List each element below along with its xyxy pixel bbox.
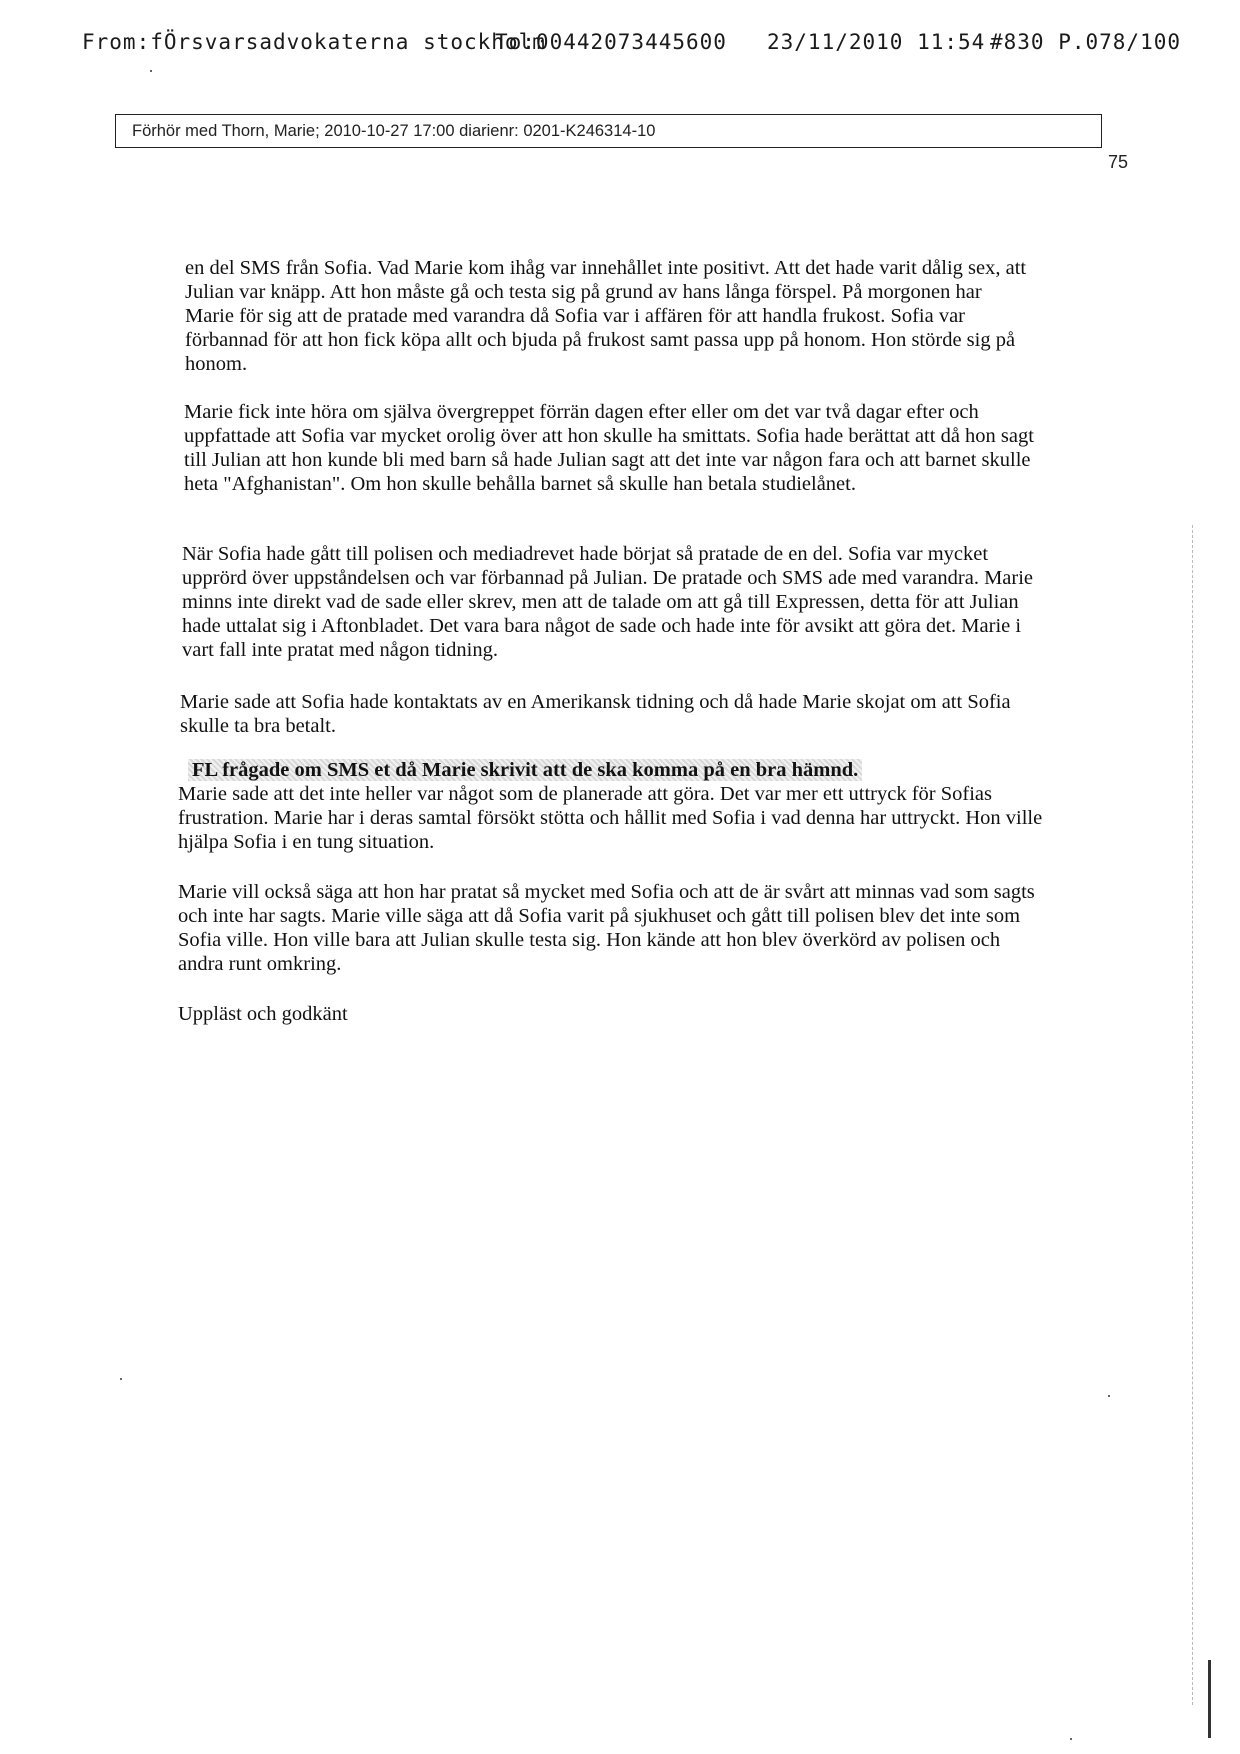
document-header-box [115, 114, 1102, 148]
question-heading [188, 758, 948, 782]
answer-paragraph-1: Marie sade att det inte heller var något som de planerade att göra. Det var mer ett uttryck för Sofias frustration. Marie har i deras samtal försökt stötta och hållit med Sofia i vad denna har uttryckt. Hon ville hjälpa Sofia i en tung situation. [178, 783, 1043, 853]
scan-speck [1070, 1738, 1072, 1740]
fax-to: To:00442073445600 [495, 30, 727, 54]
paragraph-1: en del SMS från Sofia. Vad Marie kom ihåg var innehållet inte positivt. Att det hade varit dålig sex, att Julian var knäpp. Att hon måste gå och testa sig på grund av hans långa förspel. På morgonen har Marie för sig att de pratade med varandra då Sofia var i affären för att handla frukost. Sofia var förbannad för att hon fick köpa allt och bjuda på frukost samt passa upp på honom. Hon störde sig på honom. [185, 257, 1027, 375]
document-header: Förhör med Thorn, Marie; 2010-10-27 17:00 diarienr: 0201-K246314-10 [132, 122, 656, 140]
fax-page: #830 P.078/100 [990, 30, 1182, 54]
question-text: FL frågade om SMS et då Marie skrivit att de ska komma på en bra hämnd. [188, 759, 862, 781]
paragraph-4: Marie sade att Sofia hade kontaktats av en Amerikansk tidning och då hade Marie skojat om att Sofia skulle ta bra betalt. [180, 691, 1011, 737]
scan-speck [150, 70, 152, 72]
fax-from: From:fÖrsvarsadvokaterna stockholm [82, 30, 546, 54]
answer-paragraph-2: Marie vill också säga att hon har pratat så mycket med Sofia och att de är svårt att minnas vad som sagts och inte har sagts. Marie ville säga att då Sofia varit på sjukhuset och gått till polisen blev det inte som Sofia ville. Hon ville bara att Julian skulle testa sig. Hon kände att hon blev överkörd av polisen och andra runt omkring. [178, 881, 1035, 975]
scan-edge-mark [1208, 1660, 1211, 1738]
scan-speck [120, 1378, 122, 1380]
paragraph-2: Marie fick inte höra om själva övergreppet förrän dagen efter eller om det var två dagar efter och uppfattade att Sofia var mycket orolig över att hon skulle ha smittats. Sofia hade berättat att då hon sagt till Julian att hon kunde bli med barn så hade Julian sagt att det inte var någon fara och att barnet skulle heta "Afghanistan". Om hon skulle behålla barnet så skulle han betala studielånet. [184, 401, 1034, 495]
fax-header [82, 30, 1182, 64]
fax-datetime: 23/11/2010 11:54 [767, 30, 986, 54]
scan-edge-line [1192, 525, 1193, 1705]
page-number: 75 [1108, 152, 1129, 172]
closing-line: Uppläst och godkänt [178, 1003, 348, 1025]
scan-speck [1108, 1395, 1110, 1397]
paragraph-3: När Sofia hade gått till polisen och mediadrevet hade börjat så pratade de en del. Sofia var mycket upprörd över uppståndelsen och var förbannad på Julian. De pratade och SMS ade med varandra. Marie minns inte direkt vad de sade eller skrev, men att de talade om att gå till Expressen, detta för att Julian hade uttalat sig i Aftonbladet. Det vara bara något de sade och hade inte för avsikt att göra det. Marie i vart fall inte pratat med någon tidning. [182, 543, 1034, 661]
